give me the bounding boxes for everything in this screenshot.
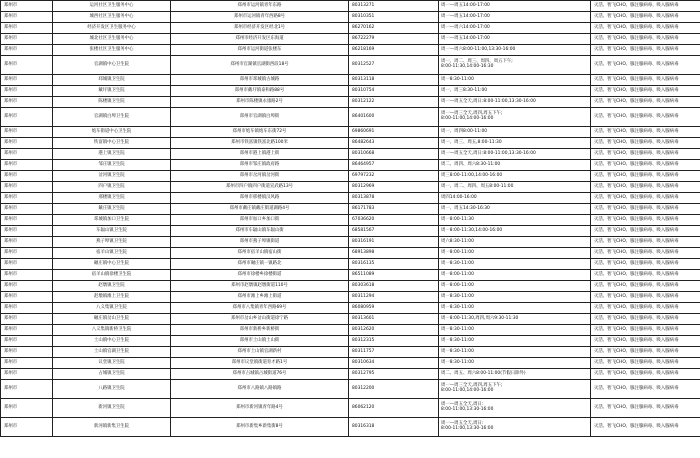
address-cell: 郑州市官湖镇官湖街西段18号	[171, 56, 349, 75]
city-cell: 郑州市	[1, 182, 53, 193]
hours-line: 周一—周五全天,周日:8:00-11:00,13:30-16:00	[441, 98, 536, 104]
address-cell: 郑州市邢楼镇汉风路	[171, 193, 349, 204]
site-name-cell: 新河镇卫生院	[53, 399, 171, 418]
vaccine-types-cell: 灭活、智飞CHO、腺注腺病毒、吸入腺病毒	[591, 399, 700, 418]
hours-line: 8:00-11:00,13:30-16:00	[441, 407, 494, 412]
table-row	[1, 399, 700, 418]
site-name-cell: 四户镇卫生院	[53, 182, 171, 193]
hours-line: 周一8:00-11:00	[441, 249, 474, 255]
hours-line: 周一8:00-11:00	[441, 271, 474, 277]
site-name-cell: 土山镇官湖卫生院	[53, 347, 171, 358]
hours-cell	[439, 23, 591, 34]
table-row	[1, 204, 700, 215]
city-cell: 郑州市	[1, 86, 53, 97]
hours-line: 周一—周六8:00-11:00,13:30-16:00	[441, 46, 516, 52]
vaccine-types-cell: 灭活、智飞CHO、腺注腺病毒、吸入腺病毒	[591, 325, 700, 336]
site-name-cell: 戴圩镇卫生院	[53, 86, 171, 97]
city-cell: 郑州市	[1, 23, 53, 34]
address-cell: 郑州市土山镇官湖新村	[171, 347, 349, 358]
hours-cell	[439, 56, 591, 75]
vaccine-types-cell: 灭活、智飞CHO、腺注腺病毒、吸入腺病毒	[591, 248, 700, 259]
address-cell: 郑州市岔河镇岔河街	[171, 171, 349, 182]
city-cell: 郑州市	[1, 56, 53, 75]
hours-line: 8:00-11:00,14:00-16:00	[441, 116, 494, 121]
city-cell: 郑州市	[1, 108, 53, 127]
city-cell: 郑州市	[1, 358, 53, 369]
site-name-cell: 赵墩镇滩上卫生院	[53, 292, 171, 303]
address-cell: 郑州市经济开发区经北1号	[171, 23, 349, 34]
phone-cell: 86062120	[349, 399, 439, 418]
vaccine-types-cell: 灭活、智飞CHO、腺注腺病毒、吸入腺病毒	[591, 56, 700, 75]
phone-cell: 80316135	[349, 259, 439, 270]
vaccine-types-cell: 灭活、智飞CHO、腺注腺病毒、吸入腺病毒	[591, 281, 700, 292]
hours-line: 周一—周五全天,周日:	[441, 421, 484, 427]
address-cell: 郑州市赵墩镇赵墩街道110号	[171, 281, 349, 292]
phone-cell: 80310634	[349, 358, 439, 369]
hours-line: 周一8:30-11:00	[441, 76, 474, 82]
hours-line: 周一、周五14:30-16:30	[441, 205, 490, 211]
phone-cell: 80312795	[349, 369, 439, 380]
hours-line: 周一8:00-11:30,周四,周六9:30-11:30	[441, 315, 519, 321]
table-row	[1, 281, 700, 292]
city-cell: 郑州市	[1, 292, 53, 303]
hours-cell	[439, 314, 591, 325]
site-name-cell: 宿羊山镇徐楼卫生院	[53, 270, 171, 281]
city-cell: 郑州市	[1, 226, 53, 237]
table-body	[1, 1, 700, 437]
address-cell: 郑州市铁富镇铁富北路100米	[171, 138, 349, 149]
table-row	[1, 23, 700, 34]
hours-cell	[439, 138, 591, 149]
phone-cell: 80316318	[349, 418, 439, 437]
address-cell: 郑州市岔山乡岔山街道徐宁路	[171, 314, 349, 325]
city-cell: 郑州市	[1, 204, 53, 215]
phone-cell: 86270162	[349, 23, 439, 34]
table-row	[1, 127, 700, 138]
hours-line: 周一—周五14:00-17:00	[441, 35, 490, 41]
site-name-cell: 官湖镇白埠卫生院	[53, 108, 171, 127]
phone-cell: 86171783	[349, 204, 439, 215]
table-row	[1, 86, 700, 97]
hours-line: 周一—周三全天,周四,周五下午;	[441, 383, 503, 389]
vaccine-types-cell: 灭活、智飞CHO、腺注腺病毒、吸入腺病毒	[591, 303, 700, 314]
site-name-cell: 八义集镇卫生院	[53, 303, 171, 314]
city-cell: 郑州市	[1, 75, 53, 86]
table-row	[1, 237, 700, 248]
city-cell: 郑州市	[1, 149, 53, 160]
phone-cell: 80310754	[349, 86, 439, 97]
site-name-cell: 占城镇卫生院	[53, 369, 171, 380]
hours-cell	[439, 347, 591, 358]
phone-cell: 80312315	[349, 336, 439, 347]
hours-line: 周一—周五全天,周日:8:00-11:00,13:30-16:00	[441, 150, 536, 156]
address-cell: 郑州市戴庄镇戴庄街道湖路4号	[171, 204, 349, 215]
phone-cell: 80310668	[349, 149, 439, 160]
site-name-cell: 邳城镇加口卫生院	[53, 215, 171, 226]
hours-cell	[439, 86, 591, 97]
hours-line: 周一、周二、周三、周四、周五下午;	[441, 59, 513, 65]
phone-cell: 80313118	[349, 75, 439, 86]
vaccine-types-cell: 灭活、智飞CHO、腺注腺病毒、吸入腺病毒	[591, 34, 700, 45]
vaccine-types-cell: 灭活、智飞CHO、腺注腺病毒、吸入腺病毒	[591, 127, 700, 138]
city-cell: 郑州市	[1, 369, 53, 380]
vaccine-types-cell: 灭活、智飞CHO、腺注腺病毒、吸入腺病毒	[591, 160, 700, 171]
address-cell: 郑州市八集镇青年西路69号	[171, 303, 349, 314]
vaccine-types-cell: 灭活、智飞CHO、腺注腺病毒、吸入腺病毒	[591, 259, 700, 270]
site-name-cell: 碾庄镇岔山卫生院	[53, 314, 171, 325]
hours-line: 周一8:30-11:00	[441, 304, 474, 310]
phone-cell: 68581567	[349, 226, 439, 237]
phone-cell: 80312620	[349, 325, 439, 336]
site-name-cell: 八路镇卫生院	[53, 380, 171, 399]
vaccine-types-cell: 灭活、智飞CHO、腺注腺病毒、吸入腺病毒	[591, 45, 700, 56]
vaccine-types-cell: 灭活、智飞CHO、腺注腺病毒、吸入腺病毒	[591, 86, 700, 97]
hours-line: 周一、周三、周五,8:00-11:30	[441, 139, 502, 145]
hours-cell	[439, 281, 591, 292]
phone-cell: 80313271	[349, 1, 439, 12]
hours-cell	[439, 204, 591, 215]
phone-cell: 86464957	[349, 160, 439, 171]
hours-cell	[439, 34, 591, 45]
vaccine-types-cell: 灭活、智飞CHO、腺注腺病毒、吸入腺病毒	[591, 182, 700, 193]
table-row	[1, 418, 700, 437]
address-cell: 郑州市运河镇青年东路	[171, 1, 349, 12]
vaccine-types-cell: 灭活、智飞CHO、腺注腺病毒、吸入腺病毒	[591, 149, 700, 160]
city-cell: 郑州市	[1, 97, 53, 108]
phone-cell: 86401600	[349, 108, 439, 127]
address-cell: 郑州市经济开发区东海道	[171, 34, 349, 45]
city-cell: 郑州市	[1, 270, 53, 281]
hours-cell	[439, 226, 591, 237]
vaccine-types-cell: 灭活、智飞CHO、腺注腺病毒、吸入腺病毒	[591, 336, 700, 347]
site-name-cell: 八义集镇新桥卫生院	[53, 325, 171, 336]
hours-line: 周一8:30-11:00	[441, 337, 474, 343]
vaccine-types-cell: 灭活、智飞CHO、腺注腺病毒、吸入腺病毒	[591, 314, 700, 325]
site-name-cell: 车辐山镇卫生院	[53, 226, 171, 237]
hours-cell	[439, 75, 591, 86]
hours-line: 8:00-11:30,14:00-16:30	[441, 64, 494, 69]
hours-line: 8:00-11:00,14:00-16:00	[441, 388, 494, 393]
hours-line: 周一8:00-11:30,14:00-16:00	[441, 227, 503, 233]
address-cell: 郑州市官湖镇白埠街	[171, 108, 349, 127]
city-cell: 郑州市	[1, 127, 53, 138]
phone-cell: 67036620	[349, 215, 439, 226]
hours-cell	[439, 1, 591, 12]
site-name-cell: 铁富镇中心卫生院	[53, 138, 171, 149]
hours-line: 周一8:00-11:30	[441, 216, 474, 222]
hours-cell	[439, 12, 591, 23]
address-cell: 郑州市四户镇四户街道宣武路13号	[171, 182, 349, 193]
vaccine-types-cell: 灭活、智飞CHO、腺注腺病毒、吸入腺病毒	[591, 204, 700, 215]
phone-cell: 80310351	[349, 12, 439, 23]
hours-line: 周三8:00-11:00,14:00-16:00	[441, 172, 503, 178]
phone-cell: 80312527	[349, 56, 439, 75]
hours-cell	[439, 248, 591, 259]
vaccine-types-cell: 灭活、智飞CHO、腺注腺病毒、吸入腺病毒	[591, 193, 700, 204]
site-name-cell: 官湖镇中心卫生院	[53, 56, 171, 75]
address-cell: 郑州市土山镇土山街	[171, 336, 349, 347]
table-row	[1, 108, 700, 127]
site-name-cell: 宿羊山镇卫生院	[53, 248, 171, 259]
hours-cell	[439, 292, 591, 303]
site-name-cell: 运河社区卫生服务中心	[53, 1, 171, 12]
site-name-cell: 新河镇新集卫生院	[53, 418, 171, 437]
vaccine-types-cell: 灭活、智飞CHO、腺注腺病毒、吸入腺病毒	[591, 215, 700, 226]
site-name-cell: 邢楼镇卫生院	[53, 193, 171, 204]
hours-cell	[439, 215, 591, 226]
site-name-cell: 港上镇卫生院	[53, 149, 171, 160]
hours-line: 周一8:30-11:00	[441, 260, 474, 266]
city-cell: 郑州市	[1, 12, 53, 23]
site-name-cell: 燕子埠镇卫生院	[53, 237, 171, 248]
vaccine-types-cell: 灭活、智飞CHO、腺注腺病毒、吸入腺病毒	[591, 270, 700, 281]
address-cell: 郑州市滩上乡滩上街道	[171, 292, 349, 303]
city-cell: 郑州市	[1, 325, 53, 336]
hours-cell	[439, 358, 591, 369]
hours-line: 周二、周四、周六8:30-11:00	[441, 161, 501, 167]
hours-line: 周一—周五全天,周日:	[441, 402, 484, 408]
city-cell: 郑州市	[1, 303, 53, 314]
table-row	[1, 248, 700, 259]
vaccine-types-cell: 灭活、智飞CHO、腺注腺病毒、吸入腺病毒	[591, 292, 700, 303]
vaccine-types-cell: 灭活、智飞CHO、腺注腺病毒、吸入腺病毒	[591, 171, 700, 182]
address-cell: 郑州市八路镇八路镇路	[171, 380, 349, 399]
city-cell: 郑州市	[1, 347, 53, 358]
table-row	[1, 138, 700, 149]
hours-line: 周一8:00-11:00	[441, 282, 474, 288]
vaccine-types-cell: 灭活、智飞CHO、腺注腺病毒、吸入腺病毒	[591, 226, 700, 237]
vaccine-types-cell: 灭活、智飞CHO、腺注腺病毒、吸入腺病毒	[591, 75, 700, 86]
hours-line: 周一8:30-11:00	[441, 326, 474, 332]
hours-cell	[439, 369, 591, 380]
table-row	[1, 380, 700, 399]
site-name-cell: 张楼社区卫生服务中心	[53, 45, 171, 56]
phone-cell: 80303618	[349, 281, 439, 292]
address-cell: 郑州市徐楼乡徐楼街道	[171, 270, 349, 281]
address-cell: 郑州市邹庄镇政府路	[171, 160, 349, 171]
hours-line: 周一8:30-11:00	[441, 359, 474, 365]
address-cell: 郑州市碾庄镇一镇路北	[171, 259, 349, 270]
phone-cell: 69860691	[349, 127, 439, 138]
phone-cell: 86080959	[349, 303, 439, 314]
hours-line: 周一、周三8:30-11:00	[441, 87, 488, 93]
phone-cell: 69797232	[349, 171, 439, 182]
table-row	[1, 97, 700, 108]
address-cell: 郑州市加口乡加口街	[171, 215, 349, 226]
hours-line: 周一8:30-11:00	[441, 348, 474, 354]
city-cell: 郑州市	[1, 248, 53, 259]
address-cell: 郑州市戴圩镇泰和路88号	[171, 86, 349, 97]
hours-cell	[439, 108, 591, 127]
vaccine-types-cell: 灭活、智飞CHO、腺注腺病毒、吸入腺病毒	[591, 369, 700, 380]
address-cell: 郑州市新集乡新集街8号	[171, 418, 349, 437]
phone-cell: 80316191	[349, 237, 439, 248]
city-cell: 郑州市	[1, 160, 53, 171]
city-cell: 郑州市	[1, 45, 53, 56]
hours-line: 周一—周六14:00-17:00	[441, 24, 490, 30]
hours-line: 8:00-11:00,13:30-16:00	[441, 426, 494, 431]
table-row	[1, 347, 700, 358]
phone-cell: 80311294	[349, 292, 439, 303]
hours-cell	[439, 127, 591, 138]
vaccine-types-cell: 灭活、智飞CHO、腺注腺病毒、吸入腺病毒	[591, 418, 700, 437]
site-name-cell: 炮车街道中心卫生院	[53, 127, 171, 138]
phone-cell: 80313878	[349, 193, 439, 204]
address-cell: 郑州市陈楼镇永康路2号	[171, 97, 349, 108]
site-name-cell: 岔河镇卫生院	[53, 171, 171, 182]
address-cell: 郑州市炮车镇炮车东街72号	[171, 127, 349, 138]
vaccine-types-cell: 灭活、智飞CHO、腺注腺病毒、吸入腺病毒	[591, 380, 700, 399]
phone-cell: 80313601	[349, 314, 439, 325]
table-row	[1, 34, 700, 45]
hours-cell	[439, 418, 591, 437]
table-row	[1, 270, 700, 281]
address-cell: 郑州市议堂镇街道育才路1号	[171, 358, 349, 369]
table-row	[1, 1, 700, 12]
vaccine-types-cell: 灭活、智飞CHO、腺注腺病毒、吸入腺病毒	[591, 138, 700, 149]
hours-cell	[439, 149, 591, 160]
site-name-cell: 城西社区卫生服务中心	[53, 12, 171, 23]
table-row	[1, 75, 700, 86]
table-row	[1, 303, 700, 314]
vaccine-types-cell: 灭活、智飞CHO、腺注腺病毒、吸入腺病毒	[591, 358, 700, 369]
city-cell: 郑州市	[1, 193, 53, 204]
table-row	[1, 325, 700, 336]
city-cell: 郑州市	[1, 1, 53, 12]
address-cell: 郑州市运河镇青年西路8号	[171, 12, 349, 23]
hours-line: 周一—周三全天,周四,周五下午;	[441, 111, 503, 117]
city-cell: 郑州市	[1, 138, 53, 149]
site-name-cell: 陈楼镇卫生院	[53, 97, 171, 108]
city-cell: 郑州市	[1, 380, 53, 399]
city-cell: 郑州市	[1, 336, 53, 347]
table-row	[1, 45, 700, 56]
city-cell: 郑州市	[1, 418, 53, 437]
hours-line: 周一8:30-11:00	[441, 293, 474, 299]
hours-cell	[439, 182, 591, 193]
hours-line: 周四14:00-16:00	[441, 194, 477, 200]
site-name-cell: 邳城镇卫生院	[53, 75, 171, 86]
site-name-cell: 赵墩镇卫生院	[53, 281, 171, 292]
vaccine-types-cell: 灭活、智飞CHO、腺注腺病毒、吸入腺病毒	[591, 23, 700, 34]
hours-line: 周一—周五14:00-17:00	[441, 2, 490, 8]
address-cell: 郑州市宿羊山镇宿山街	[171, 248, 349, 259]
table-row	[1, 259, 700, 270]
hours-cell	[439, 259, 591, 270]
vaccine-types-cell: 灭活、智飞CHO、腺注腺病毒、吸入腺病毒	[591, 1, 700, 12]
table-row	[1, 160, 700, 171]
table-row	[1, 292, 700, 303]
table-row	[1, 193, 700, 204]
phone-cell: 80312122	[349, 97, 439, 108]
city-cell: 郑州市	[1, 259, 53, 270]
hours-line: 周一、周四8:00-11:00	[441, 128, 488, 134]
address-cell: 郑州市燕子埠镇街道	[171, 237, 349, 248]
hours-cell	[439, 160, 591, 171]
hours-cell	[439, 399, 591, 418]
hours-cell	[439, 336, 591, 347]
hours-line: 周六8:30-11:00	[441, 238, 474, 244]
city-cell: 郑州市	[1, 34, 53, 45]
table-row	[1, 336, 700, 347]
vaccine-types-cell: 灭活、智飞CHO、腺注腺病毒、吸入腺病毒	[591, 108, 700, 127]
address-cell: 郑州市新河镇青年路4号	[171, 399, 349, 418]
site-name-cell: 邹庄镇卫生院	[53, 160, 171, 171]
table-row	[1, 182, 700, 193]
site-name-cell: 戴庄镇卫生院	[53, 204, 171, 215]
phone-cell: 80312969	[349, 182, 439, 193]
hours-cell	[439, 325, 591, 336]
table-row	[1, 12, 700, 23]
phone-cell: 80312200	[349, 380, 439, 399]
address-cell: 郑州市占城镇占城街道76号	[171, 369, 349, 380]
hours-cell	[439, 97, 591, 108]
site-name-cell: 议堂镇卫生院	[53, 358, 171, 369]
phone-cell: 80311757	[349, 347, 439, 358]
city-cell: 郑州市	[1, 281, 53, 292]
city-cell: 郑州市	[1, 314, 53, 325]
address-cell: 郑州市港上镇港上街	[171, 149, 349, 160]
table-row	[1, 215, 700, 226]
site-name-cell: 土山镇中心卫生院	[53, 336, 171, 347]
hours-cell	[439, 171, 591, 182]
address-cell: 郑州市运河街道张楼东	[171, 45, 349, 56]
phone-cell: 68913898	[349, 248, 439, 259]
hours-line: 周二、周五、周六8:00-11:00(节假日除外)	[441, 370, 526, 376]
vaccine-types-cell: 灭活、智飞CHO、腺注腺病毒、吸入腺病毒	[591, 12, 700, 23]
vaccine-types-cell: 灭活、智飞CHO、腺注腺病毒、吸入腺病毒	[591, 347, 700, 358]
vaccine-types-cell: 灭活、智飞CHO、腺注腺病毒、吸入腺病毒	[591, 237, 700, 248]
hours-cell	[439, 237, 591, 248]
phone-cell: 86482643	[349, 138, 439, 149]
hours-cell	[439, 193, 591, 204]
address-cell: 郑州市邳城镇古城路	[171, 75, 349, 86]
site-name-cell: 碾庄镇中心卫生院	[53, 259, 171, 270]
hours-cell	[439, 45, 591, 56]
phone-cell: 86511089	[349, 270, 439, 281]
phone-cell: 86722279	[349, 34, 439, 45]
table-row	[1, 358, 700, 369]
address-cell: 郑州市新桥乡新桥街	[171, 325, 349, 336]
hours-cell	[439, 380, 591, 399]
table-row	[1, 149, 700, 160]
site-name-cell: 城北社区卫生服务中心	[53, 34, 171, 45]
table-row	[1, 56, 700, 75]
city-cell: 郑州市	[1, 171, 53, 182]
table-row	[1, 226, 700, 237]
city-cell: 郑州市	[1, 399, 53, 418]
city-cell: 郑州市	[1, 237, 53, 248]
table-row	[1, 369, 700, 380]
hours-line: 周一、周二、周四、周五8:00-11:00	[441, 183, 514, 189]
hours-cell	[439, 303, 591, 314]
address-cell: 郑州市车辐山镇车辐山街	[171, 226, 349, 237]
table-row	[1, 314, 700, 325]
city-cell: 郑州市	[1, 215, 53, 226]
vaccine-types-cell: 灭活、智飞CHO、腺注腺病毒、吸入腺病毒	[591, 97, 700, 108]
site-name-cell: 经济开发区卫生服务中心	[53, 23, 171, 34]
table-row	[1, 171, 700, 182]
hours-line: 周一—周五14:00-17:00	[441, 13, 490, 19]
hours-cell	[439, 270, 591, 281]
phone-cell: 86218169	[349, 45, 439, 56]
